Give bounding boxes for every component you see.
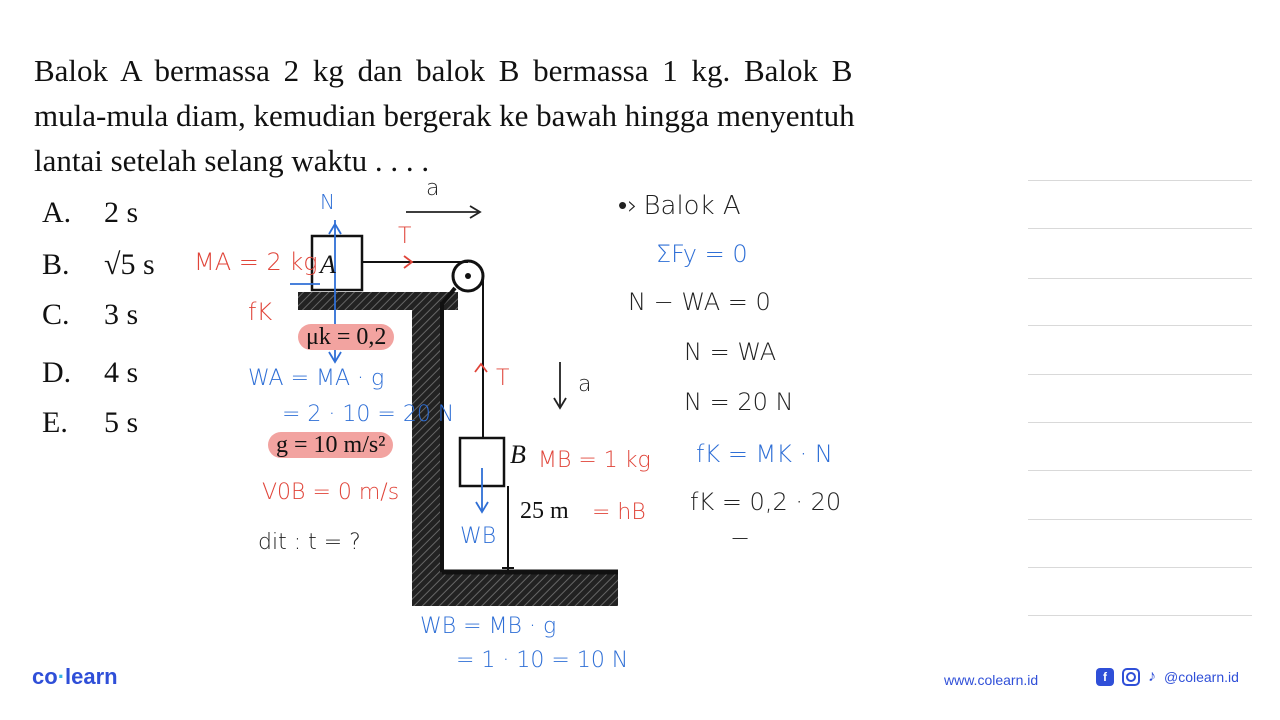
accel-a-top: a [426,176,440,201]
work-line-4: N = 20 N [684,388,794,416]
mass-a-label: MA = 2 kg [194,248,318,276]
ruled-line [1028,422,1252,423]
initial-velocity-label: V0B = 0 m/s [262,480,400,505]
table-top [298,292,458,310]
floor [412,572,618,606]
tension-top-label: T [398,224,412,249]
accel-a-right: a [578,372,592,397]
work-line-2: N − WA = 0 [628,288,771,316]
work-line-5: fK = MK · N [696,440,833,468]
colearn-logo[interactable]: co·learn [32,664,118,689]
website-link[interactable]: www.colearn.id [944,672,1039,688]
block-a-label: A [320,250,336,279]
work-line-7: − [730,524,751,552]
ruled-line [1028,278,1252,279]
weight-a-value: = 2 · 10 = 20 N [282,402,455,427]
ruled-line [1028,374,1252,375]
down-arrow-icon [552,360,568,412]
option-c: C. 3 s [42,298,139,331]
normal-force-label: N [320,190,335,214]
ruled-line [1028,615,1252,616]
question-text [34,48,1014,183]
work-line-1: ΣFy = 0 [656,240,748,268]
facebook-icon[interactable]: f [1096,668,1114,686]
ruled-line [1028,180,1252,181]
ruled-line [1028,519,1252,520]
social-handle[interactable]: @colearn.id [1164,669,1239,685]
asked-label: dit : t = ? [258,530,361,555]
work-title: •› Balok A [618,191,741,221]
ruled-line [1028,325,1252,326]
ruled-line [1028,228,1252,229]
gravity-label: g = 10 m/s² [268,432,393,459]
option-d: D. 4 s [42,356,139,389]
tiktok-icon[interactable]: ♪ [1148,668,1156,685]
mu-k-label: μk = 0,2 [298,324,394,351]
ruled-line [1028,567,1252,568]
height-symbol-label: = hB [592,500,646,525]
question-line-2: mula-mula diam, kemudian bergerak ke bawah hingga menyentuh [34,98,855,133]
mass-b-label: MB = 1 kg [538,448,651,473]
weight-b-value: = 1 · 10 = 10 N [456,648,629,673]
question-line-1: Balok A bermassa 2 kg dan balok B bermassa 1 kg. Balok B [34,53,853,88]
acceleration-arrow-icon [404,200,484,220]
block-b-label: B [510,440,526,469]
social-links [1096,668,1239,686]
bullet-arrow-icon: •› [618,191,638,221]
work-line-3: N = WA [684,338,777,366]
friction-label: fK [248,298,273,326]
work-line-6: fK = 0,2 · 20 [690,488,842,516]
option-b: B. √5 s [42,248,155,281]
option-a: A. 2 s [42,196,139,229]
weight-b-label: WB [460,524,497,549]
instagram-icon[interactable] [1122,668,1140,686]
tension-right-label: T [496,366,510,391]
table-wall [412,310,442,592]
option-e: E. 5 s [42,406,139,439]
weight-a-formula: WA = MA · g [248,366,385,391]
ruled-line [1028,470,1252,471]
weight-b-formula: WB = MB · g [420,614,557,639]
question-line-3: lantai setelah selang waktu . . . . [34,143,430,178]
height-label: 25 m [520,498,569,524]
